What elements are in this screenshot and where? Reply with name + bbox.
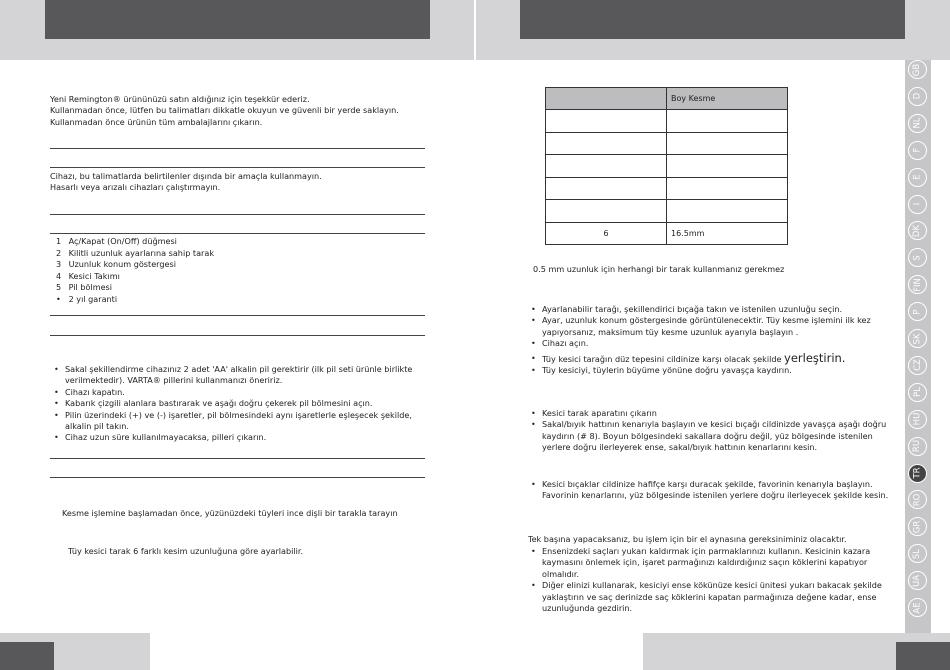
neck-intro: Tek başına yapacaksanız, bu işlem için bir el aynasına gereksiniminiz olacaktır.: [528, 534, 847, 544]
step-item: • Tüy kesiciyi, tüylerin büyüme yönüne doğru yavaşça kaydırın.: [527, 365, 887, 376]
emphasis-word: yerleştirin.: [784, 350, 846, 365]
divider: [50, 458, 425, 459]
step-item: • Tüy kesici tarağın düz tepesini cildinize karşı olacak şekilde yerleştirin.: [527, 353, 887, 365]
table-header-cell: Boy Kesme: [667, 88, 788, 110]
language-tab-ua[interactable]: UA: [908, 571, 927, 590]
table-row: [546, 132, 788, 155]
language-tab-cz[interactable]: CZ: [908, 356, 927, 375]
step-item: • Kesici bıçaklar cildinize hafifçe karşı duracak şekilde, favorinin kenarıyla başlayın. Favorinin kenarlarını, yüz bölgesinde istenilen yerlere doğru ilerleyecek şekilde kesin.: [527, 479, 895, 502]
language-tab-nl[interactable]: NL: [908, 114, 927, 133]
language-tab-d[interactable]: D: [908, 87, 927, 106]
step-item: • Cihazı açın.: [527, 338, 887, 349]
language-tab-hu[interactable]: HU: [908, 410, 927, 429]
sideburn-steps: [527, 479, 895, 502]
trimming-steps: [527, 304, 887, 376]
no-comb-note: 0.5 mm uzunluk için herhangi bir tarak kullanmanız gerekmez: [533, 264, 785, 274]
parts-item: 2 Kilitli uzunluk ayarlarına sahip tarak: [56, 247, 215, 258]
language-tab-ro[interactable]: RO: [908, 490, 927, 509]
language-tab-fin[interactable]: FIN: [908, 275, 927, 294]
step-item: • Ayar, uzunluk konum göstergesinde görüntülenecektir. Tüy kesme işlemini ilk kez yapıyorsanız, maksimum tüy kesme uzunluk ayarıyla başlayın .: [527, 315, 887, 338]
language-tab-dk[interactable]: DK: [908, 221, 927, 240]
divider: [50, 233, 425, 234]
tip-lengths: Tüy kesici tarak 6 farklı kesim uzunluğuna göre ayarlabilir.: [68, 546, 304, 556]
safety-line: Hasarlı veya arızalı cihazları çalıştırmayın.: [50, 182, 221, 193]
neck-steps: [527, 546, 885, 614]
table-row: [546, 110, 788, 133]
table-row: [546, 155, 788, 178]
language-tab-gr[interactable]: GR: [908, 517, 927, 536]
step-item: • Ayarlanabilir tarağı, şekillendirici bıçağa takın ve istenilen uzunluğu seçin.: [527, 304, 887, 315]
safety-text: [50, 171, 322, 194]
length-table: [545, 87, 788, 245]
battery-item: • Pilin üzerindeki (+) ve (-) işaretler, pil bölmesindeki aynı işaretlerle eşleşecek şekilde, alkalin pil takın.: [50, 410, 422, 433]
tip-comb: Kesme işlemine başlamadan önce, yüzünüzdeki tüyleri ince dişli bir tarakla tarayın: [62, 508, 398, 518]
battery-item: • Kabarık çizgili alanlara bastırarak ve aşağı doğru çekerek pil bölmesini açın.: [50, 398, 422, 409]
intro-line: Yeni Remington® ürününüzü satın aldığınız için teşekkür ederiz.: [50, 94, 310, 104]
header-bar-right: [520, 0, 905, 39]
language-tab-tr[interactable]: TR: [908, 464, 927, 483]
language-tab-pl[interactable]: PL: [908, 383, 927, 402]
table-header-row: [546, 88, 788, 110]
header-bar-left: [45, 0, 430, 39]
battery-item: • Sakal şekillendirme cihazınız 2 adet 'AA' alkalin pil gerektirir (ilk pil seti ürünle birlikte verilmektedir). VARTA® pillerini kullanmanızı öneririz.: [50, 364, 422, 387]
parts-item: 4 Kesici Takımı: [56, 270, 120, 281]
step-item: • Ensenizdeki saçları yukarı kaldırmak için parmaklarınızı kullanın. Kesicinin kazara kaymasını önlemek için, işaret parmağınızı kaldırdığınız saçın köklerini kapatıyor olmalıdır.: [527, 546, 885, 580]
intro-line: Kullanmadan önce ürünün tüm ambalajlarını çıkarın.: [50, 116, 263, 127]
parts-item: 5 Pil bölmesi: [56, 282, 113, 293]
page-number-box-left: [0, 642, 54, 670]
language-tab-p[interactable]: P: [908, 302, 927, 321]
intro-text: [50, 94, 399, 128]
page-number-box-right: [896, 642, 950, 670]
table-header-cell: [546, 88, 667, 110]
language-tab-i[interactable]: I: [908, 195, 927, 214]
parts-list: [50, 236, 214, 306]
intro-line: Kullanmadan önce, lütfen bu talimatları dikkatle okuyun ve güvenli bir yerde saklayın.: [50, 105, 399, 116]
language-tab-e[interactable]: E: [908, 168, 927, 187]
language-tab-ae[interactable]: AE: [908, 598, 927, 617]
language-tab-ru[interactable]: RU: [908, 437, 927, 456]
battery-item: • Cihazı kapatın.: [50, 387, 422, 398]
table-row: 6 16.5mm: [546, 222, 788, 245]
language-tab-sk[interactable]: SK: [908, 329, 927, 348]
step-item: • Diğer elinizi kullanarak, kesiciyi ense kökünüze kesici ünitesi yukarı bakacak şekilde yaklaştırın ve saç derinizde saç köklerini kapatan parmağınıza değene kadar, ense uzunluğunda gezdirin.: [527, 580, 885, 614]
parts-item: 3 Uzunluk konum göstergesi: [56, 259, 176, 270]
language-tab-s[interactable]: S: [908, 248, 927, 267]
parts-item: 1 Aç/Kapat (On/Off) düğmesi: [56, 236, 177, 246]
step-item: • Sakal/bıyık hattının kenarıyla başlayın ve kesici bıçağı cildinizde yavaşça aşağı doğru kaydırın (# 8). Boyun bölgesindeki sakallara doğru değil, yüz bölgesinde istenilen yerlere doğru ilerleyerek ense, sakal/bıyık hattının kenarlarını kesin.: [527, 419, 892, 453]
divider: [50, 214, 425, 215]
language-tab-f[interactable]: F: [908, 141, 927, 160]
divider: [50, 148, 425, 149]
table-row: [546, 177, 788, 200]
language-tab-gb[interactable]: GB: [908, 60, 927, 79]
battery-list: [50, 364, 422, 444]
divider: [50, 335, 425, 336]
language-tab-sl[interactable]: SL: [908, 544, 927, 563]
divider: [50, 167, 425, 168]
edging-steps: [527, 408, 892, 454]
table-row: [546, 200, 788, 223]
safety-line: Cihazı, bu talimatlarda belirtilenler dışında bir amaçla kullanmayın.: [50, 171, 322, 181]
divider: [50, 477, 425, 478]
step-item: • Kesici tarak aparatını çıkarın: [527, 408, 892, 419]
parts-item: • 2 yıl garanti: [56, 293, 118, 304]
divider: [50, 315, 425, 316]
battery-item: • Cihaz uzun süre kullanılmayacaksa, pilleri çıkarın.: [50, 432, 422, 443]
